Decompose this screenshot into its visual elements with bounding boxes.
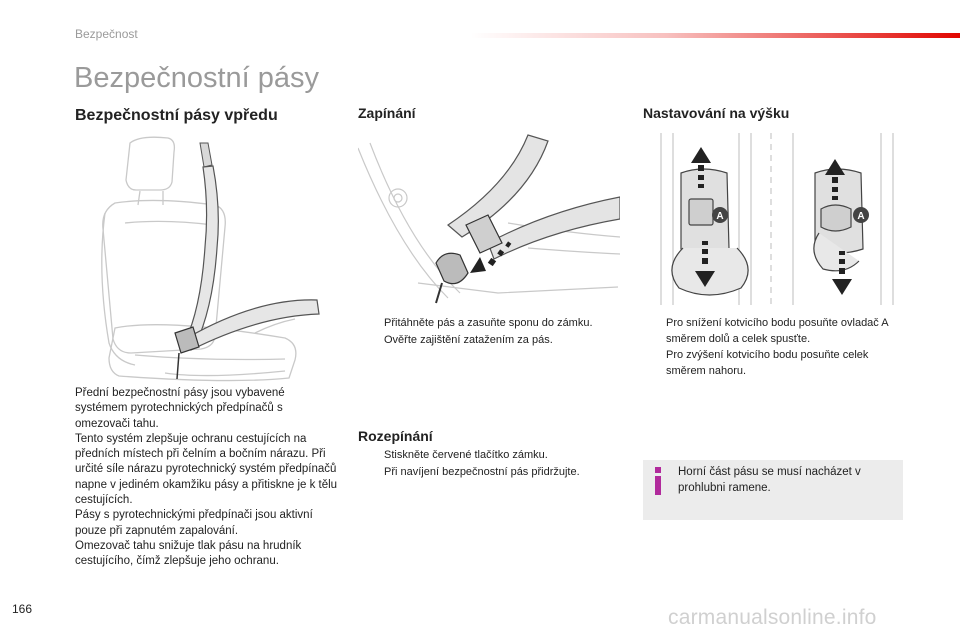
watermark: carmanualsonline.info bbox=[668, 606, 877, 629]
marker-a-label: A bbox=[857, 211, 865, 222]
unfastening-steps bbox=[365, 448, 630, 481]
front-belts-paragraph: Tento systém zlepšuje ochranu cestujících na předních místech při čelním a bočním nárazu. Při určité síle nárazu pyrotechnický systém předpínačů napne v jediném okamžiku pásy a přitiskne je k tělu cestujících. bbox=[75, 432, 338, 507]
front-belts-paragraph: Omezovač tahu snižuje tlak pásu na hrudník cestujícího, čímž zlepšuje jeho ochranu. bbox=[75, 539, 302, 568]
list-item: Stiskněte červené tlačítko zámku. bbox=[384, 449, 548, 461]
fastening-steps bbox=[365, 316, 630, 349]
seat-belt-seat-icon bbox=[75, 133, 335, 385]
section-label: Bezpečnost bbox=[75, 27, 138, 41]
info-box bbox=[643, 460, 903, 520]
unfastening-heading: Rozepínání bbox=[358, 428, 433, 444]
height-steps bbox=[647, 316, 907, 380]
list-item: Přitáhněte pás a zasuňte sponu do zámku. bbox=[384, 317, 593, 329]
page-title: Bezpečnostní pásy bbox=[74, 62, 320, 94]
front-belts-paragraph: Přední bezpečnostní pásy jsou vybavené systémem pyrotechnických předpínačů s omezovači tahu. bbox=[75, 387, 285, 430]
list-item: Pro snížení kotvicího bodu posuňte ovladač A směrem dolů a celek spusťte. bbox=[666, 317, 888, 345]
info-text: Horní část pásu se musí nacházet v prohlubni ramene. bbox=[678, 466, 861, 494]
header-accent-bar bbox=[470, 33, 960, 38]
list-item: Pro zvýšení kotvicího bodu posuňte celek směrem nahoru. bbox=[666, 349, 869, 377]
page-number: 166 bbox=[12, 602, 33, 616]
height-heading: Nastavování na výšku bbox=[643, 105, 790, 121]
list-item: Ověřte zajištění zatažením za pás. bbox=[384, 333, 553, 346]
front-belts-paragraph: Pásy s pyrotechnickými předpínači jsou aktivní pouze při zapnutém zapalování. bbox=[75, 509, 313, 537]
front-belts-heading: Bezpečnostní pásy vpředu bbox=[75, 107, 278, 124]
fastening-heading: Zapínání bbox=[358, 105, 416, 121]
height-adjust-icon bbox=[643, 133, 903, 305]
list-item: Při navíjení bezpečnostní pás přidržujte. bbox=[384, 465, 580, 478]
marker-a-label: A bbox=[716, 211, 724, 222]
front-belts-text bbox=[75, 386, 340, 570]
info-icon bbox=[651, 467, 665, 495]
buckle-insert-icon bbox=[358, 133, 620, 305]
